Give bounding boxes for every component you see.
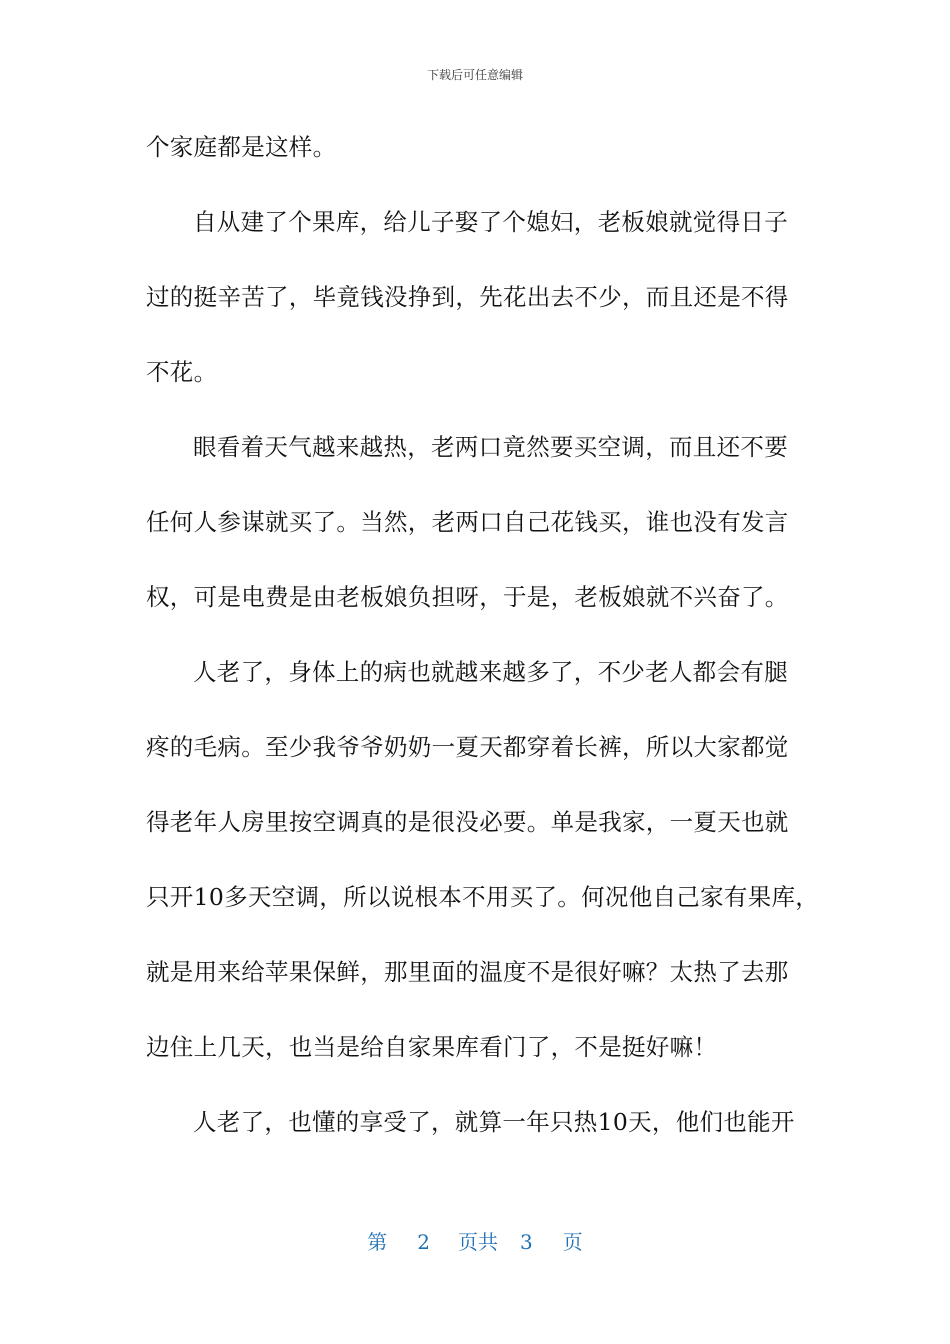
page-number-footer (0, 1226, 950, 1255)
text-line: 不花。 (146, 358, 218, 386)
text-line: 个家庭都是这样。 (146, 133, 337, 161)
page-prefix: 第 (367, 1230, 388, 1254)
text-line: 任何人参谋就买了。当然，老两口自己花钱买，谁也没有发言 (146, 508, 789, 536)
paragraph-first-line: 人老了，也懂的享受了，就算一年只热10天，他们也能开 (193, 1108, 795, 1136)
text-line: 权，可是电费是由老板娘负担呀，于是，老板娘就不兴奋了。 (146, 583, 789, 611)
page-suffix: 页 (562, 1230, 583, 1254)
paragraph-first-line: 眼看着天气越来越热，老两口竟然要买空调，而且还不要 (193, 433, 788, 461)
paragraph-first-line: 自从建了个果库，给儿子娶了个媳妇，老板娘就觉得日子 (193, 208, 788, 236)
text-line: 过的挺辛苦了，毕竟钱没挣到，先花出去不少，而且还是不得 (146, 283, 789, 311)
page-total: 3 (520, 1230, 533, 1254)
text-line: 得老年人房里按空调真的是很没必要。单是我家，一夏天也就 (146, 808, 789, 836)
text-line: 就是用来给苹果保鲜，那里面的温度不是很好嘛？太热了去那 (146, 958, 789, 986)
text-line: 疼的毛病。至少我爷爷奶奶一夏天都穿着长裤，所以大家都觉 (146, 733, 789, 761)
page-header-note: 下载后可任意编辑 (426, 68, 523, 82)
text-line: 边住上几天，也当是给自家果库看门了，不是挺好嘛！ (146, 1033, 718, 1061)
page-current: 2 (417, 1230, 430, 1254)
text-line: 只开10多天空调，所以说根本不用买了。何况他自己家有果库， (146, 883, 820, 911)
paragraph-first-line: 人老了，身体上的病也就越来越多了，不少老人都会有腿 (193, 658, 788, 686)
page-mid: 页共 (458, 1230, 498, 1254)
